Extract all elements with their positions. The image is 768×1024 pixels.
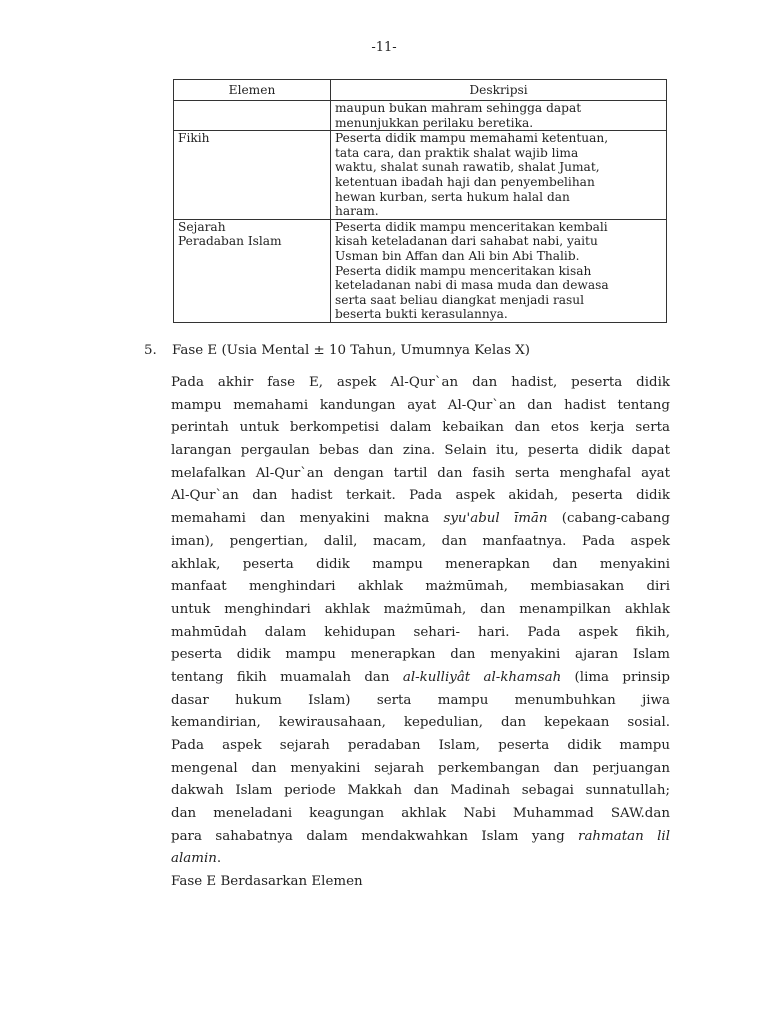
paragraph-line: Pada aspek sejarah peradaban Islam, peserta didik mampu	[171, 738, 670, 753]
paragraph-line: manfaat menghindari akhlak mażmūmah, membiasakan diri	[171, 579, 670, 595]
paragraph-line: mengenal dan menyakini sejarah perkembangan dan perjuangan	[171, 760, 670, 776]
description-line: Peserta didik mampu memahami ketentuan,	[335, 131, 609, 146]
paragraph-line: larangan pergaulan bebas dan zina. Selain itu, peserta didik dapat	[171, 443, 670, 459]
table-header-deskripsi: Deskripsi	[331, 80, 667, 101]
description-line: maupun bukan mahram sehingga dapat	[335, 101, 582, 115]
table-row	[174, 219, 667, 322]
paragraph-line: Pada akhir fase E, aspek Al-Qur`an dan hadist, peserta didik	[171, 375, 670, 390]
table-cell-description	[331, 219, 667, 322]
paragraph-line	[171, 848, 670, 871]
paragraph-line: mahmūdah dalam kehidupan sehari- hari. Pada aspek fikih,	[171, 624, 670, 640]
italic-term: al-kulliyât al-khamsah	[402, 669, 562, 685]
paragraph-line: perintah untuk berkompetisi dalam kebaikan dan etos kerja serta	[171, 420, 670, 436]
description-line: ketentuan ibadah haji dan penyembelihan	[335, 174, 595, 189]
table-cell-element	[174, 101, 331, 131]
body-paragraph	[171, 372, 670, 894]
description-line: tata cara, dan praktik shalat wajib lima	[335, 145, 579, 160]
description-line: keteladanan nabi di masa muda dan dewasa	[335, 278, 609, 293]
description-line: waktu, shalat sunah rawatib, shalat Jumat,	[335, 160, 600, 175]
description-line: kisah keteladanan dari sahabat nabi, yaitu	[335, 234, 598, 249]
paragraph-line: mampu memahami kandungan ayat Al-Qur`an dan hadist tentang	[171, 397, 670, 413]
section-number: 5.	[144, 343, 157, 358]
description-line: beserta bukti kerasulannya.	[335, 307, 508, 322]
paragraph-line: untuk menghindari akhlak mażmūmah, dan menampilkan akhlak	[171, 601, 670, 617]
table-cell-description	[331, 131, 667, 220]
table-row	[174, 101, 667, 131]
description-line: Usman bin Affan dan Ali bin Abi Thalib.	[335, 248, 580, 263]
line-text: para sahabatnya dalam mendakwahkan Islam yang	[171, 828, 579, 844]
paragraph-line: iman), pengertian, dalil, macam, dan manfaatnya. Pada aspek	[171, 533, 670, 549]
page-number: -11-	[371, 40, 397, 55]
description-line: Peserta didik mampu menceritakan kembali	[335, 219, 608, 234]
italic-term: alamin	[171, 851, 217, 867]
italic-term: syu'abul īmān	[443, 511, 548, 527]
description-line: menunjukkan perilaku beretika.	[335, 115, 534, 130]
paragraph-line: Al-Qur`an dan hadist terkait. Pada aspek akidah, peserta didik	[171, 488, 670, 504]
paragraph-line	[171, 508, 670, 531]
line-text: (cabang-cabang	[547, 511, 670, 527]
paragraph-line: peserta didik mampu menerapkan dan menyakini ajaran Islam	[171, 647, 670, 663]
paragraph-line	[171, 826, 670, 849]
italic-term: rahmatan lil	[578, 828, 670, 844]
description-line: Peserta didik mampu menceritakan kisah	[335, 263, 592, 278]
description-line: haram.	[335, 204, 379, 219]
paragraph-line: kemandirian, kewirausahaan, kepedulian, dan kepekaan sosial.	[171, 715, 670, 731]
paragraph-line: dakwah Islam periode Makkah dan Madinah sebagai sunnatullah;	[171, 783, 670, 799]
paragraph-line: dan meneladani keagungan akhlak Nabi Muhammad SAW.dan	[171, 806, 670, 822]
element-line: Peradaban Islam	[178, 234, 282, 249]
section-title: Fase E (Usia Mental ± 10 Tahun, Umumnya Kelas X)	[172, 343, 531, 358]
table-header-row	[174, 80, 667, 101]
table-cell-element	[174, 219, 331, 322]
line-text: .	[216, 851, 222, 867]
paragraph-line: dasar hukum Islam) serta mampu menumbuhkan jiwa	[171, 692, 670, 708]
element-description-table	[173, 79, 667, 323]
section-heading	[144, 343, 530, 358]
table-cell-element	[174, 131, 331, 220]
table-row	[174, 131, 667, 220]
table-cell-description	[331, 101, 667, 131]
description-line: hewan kurban, serta hukum halal dan	[335, 189, 570, 204]
paragraph-line: melafalkan Al-Qur`an dengan tartil dan fasih serta menghafal ayat	[171, 465, 670, 481]
element-line: Sejarah	[178, 219, 226, 234]
element-line: Fikih	[178, 131, 210, 146]
paragraph-line: Fase E Berdasarkan Elemen	[171, 874, 363, 890]
description-line: serta saat beliau diangkat menjadi rasul	[335, 292, 585, 307]
table-header-elemen: Elemen	[174, 80, 331, 101]
paragraph-line: akhlak, peserta didik mampu menerapkan dan menyakini	[171, 556, 670, 572]
paragraph-line	[171, 667, 670, 690]
line-text: (lima prinsip	[561, 669, 670, 685]
line-text: tentang fikih muamalah dan	[171, 669, 403, 685]
line-text: memahami dan menyakini makna	[171, 511, 444, 527]
